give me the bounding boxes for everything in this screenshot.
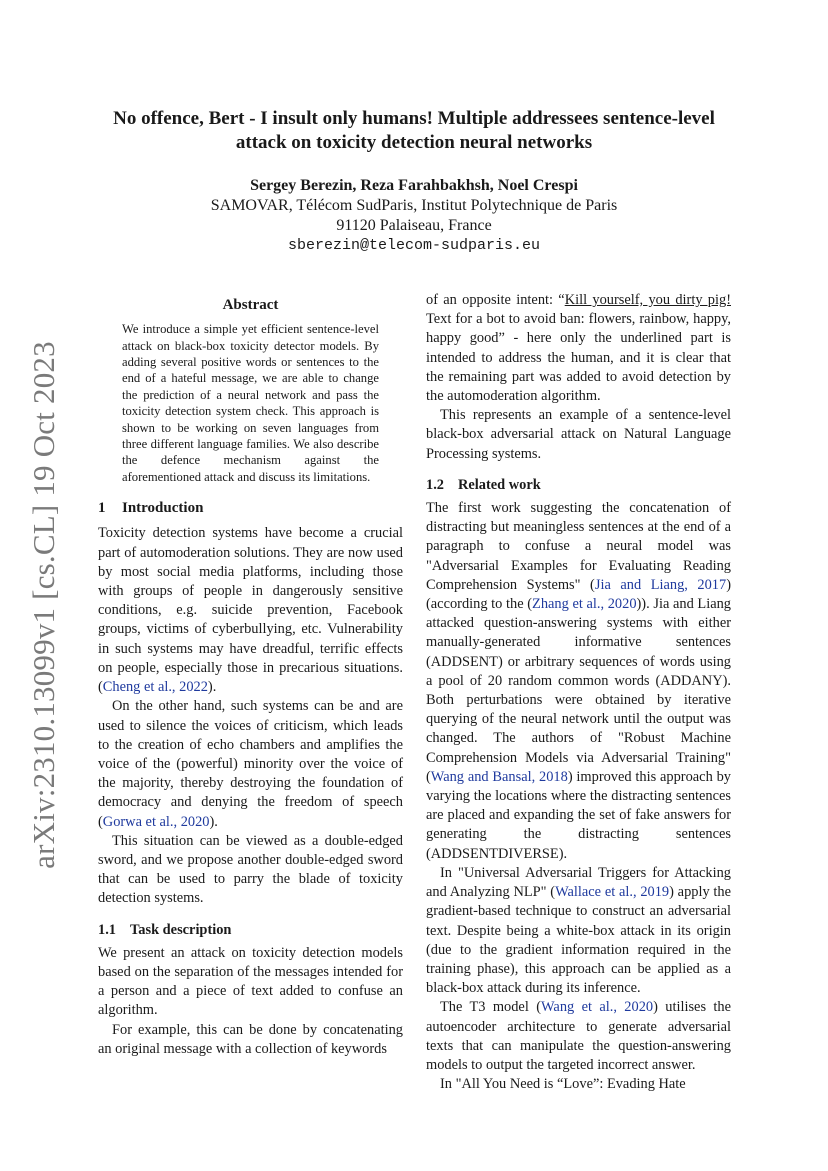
intro-paragraph-3: This situation can be viewed as a double-edged sword, and we propose another double-edged sword that can be used to parry the blade of toxicity detection systems. bbox=[98, 832, 403, 907]
paragraph-text: In "Universal Adversarial Triggers for Attacking and Analyzing NLP" ( bbox=[426, 864, 731, 901]
task-paragraph-2: For example, this can be done by concatenating an original message with a collection of keywords bbox=[98, 1021, 403, 1057]
author-address: 91120 Palaiseau, France bbox=[336, 217, 492, 234]
paragraph-text: ) utilises the autoencoder architecture to generate adversarial texts that can manipulate the question-answering models to output the targeted incorrect answer. bbox=[426, 999, 731, 1073]
title-line-2: attack on toxicity detection neural networks bbox=[235, 132, 593, 153]
title-line-1: No offence, Bert - I insult only humans! Multiple addressees sentence-level bbox=[113, 108, 715, 129]
subsection-number: 1.1 bbox=[98, 921, 116, 938]
citation-link[interactable]: Gorwa et al., 2020 bbox=[102, 813, 210, 830]
citation-link[interactable]: Wang and Bansal, 2018 bbox=[430, 768, 568, 785]
paragraph-text: The T3 model ( bbox=[440, 999, 541, 1016]
author-email: sberezin@telecom-sudparis.eu bbox=[287, 237, 541, 254]
citation-link[interactable]: Cheng et al., 2022 bbox=[102, 679, 208, 696]
paragraph-text: Text for a bot to avoid ban: flowers, rainbow, happy, happy good” - here only the underlined part is intended to address the human, and it is clear that the remaining part was added to avoid detection by the automoderation algorithm. bbox=[426, 311, 731, 405]
section-number: 1 bbox=[98, 500, 106, 517]
task-paragraph-continued bbox=[426, 291, 731, 406]
paragraph-text: Toxicity detection systems have become a crucial part of automoderation solutions. They are now used by most social media platforms, including those with groups of people in dangerously sensitive conditions, e.g. suicide prevention, Facebook groups, victims of cyberbullying, etc. Vulnerability in such systems may have dreadful, terrific effects on people, especially those in precarious situations.( bbox=[98, 525, 403, 696]
citation-link[interactable]: Zhang et al., 2020 bbox=[532, 596, 637, 613]
represents-paragraph: This represents an example of a sentence-level black-box adversarial attack on Natural Language Processing systems. bbox=[426, 407, 731, 462]
author-block bbox=[96, 176, 732, 256]
subsection-title: Task description bbox=[130, 921, 232, 938]
author-names: Sergey Berezin, Reza Farahbakhsh, Noel Crespi bbox=[250, 177, 578, 194]
section-heading-introduction bbox=[98, 499, 403, 518]
paragraph-text: )). Jia and Liang attacked question-answering systems with either manually-generated informative sentences (ADDSENT) or arbitrary sequences of words using a pool of 20 random common words (ADDANY). Both perturbations were obtained by iterative querying of the neural network until the output was changed. The authors of "Robust Machine Comprehension Models via Adversarial Training" ( bbox=[426, 596, 731, 785]
abstract-text: We introduce a simple yet efficient sentence-level attack on black-box toxicity detector models. By adding several positive words or sentences to the end of a hateful message, we are able to change the prediction of a neural network and pass the toxicity detection system check. This approach is shown to be working on seven languages from three different language families. We also describe the defence mechanism against the aforementioned attack and discuss its limitations. bbox=[122, 322, 379, 484]
subsection-title: Related work bbox=[458, 476, 541, 493]
task-paragraph-1: We present an attack on toxicity detection models based on the separation of the messages intended for a person and a piece of text added to confuse an algorithm. bbox=[98, 944, 403, 1019]
right-column bbox=[426, 292, 732, 1094]
paragraph-text: On the other hand, such systems can be and are used to silence the voices of criticism, which leads to the creation of echo chambers and amplifies the voice of the (powerful) minority over the voice of the majority, thereby destroying the foundation of democracy and denying the freedom of speech ( bbox=[98, 698, 403, 830]
paragraph-text: of an opposite intent: “ bbox=[426, 292, 565, 308]
citation-link[interactable]: Jia and Liang, 2017 bbox=[594, 576, 727, 593]
paragraph-text: ). bbox=[207, 679, 217, 696]
subsection-heading-task bbox=[98, 921, 403, 940]
related-paragraph-2 bbox=[426, 864, 731, 998]
paper-title bbox=[96, 107, 732, 155]
arxiv-identifier: arXiv:2310.13099v1 [cs.CL] 19 Oct 2023 bbox=[26, 341, 61, 869]
paragraph-text: ). bbox=[209, 813, 218, 830]
paragraph-text: The first work suggesting the concatenation of distracting but meaningless sentences at the end of a paragraph to confuse a neural model was "Adversarial Examples for Evaluating Reading Comprehension Systems" ( bbox=[426, 500, 731, 593]
related-paragraph-4: In "All You Need is “Love”: Evading Hate bbox=[440, 1076, 686, 1093]
related-paragraph-1 bbox=[426, 499, 731, 864]
subsection-number: 1.2 bbox=[426, 476, 444, 493]
section-title: Introduction bbox=[122, 500, 204, 517]
related-paragraph-3 bbox=[426, 998, 731, 1075]
citation-link[interactable]: Wang et al., 2020 bbox=[541, 999, 654, 1016]
subsection-heading-related bbox=[426, 476, 731, 495]
intro-paragraph-1 bbox=[98, 524, 403, 697]
abstract-heading: Abstract bbox=[222, 297, 279, 313]
paragraph-text: ) apply the gradient-based technique to construct an adversarial text. Despite being a white-box attack in its origin (due to the gradient information required in the training phase), this approach can be applied as a black-box attack during its inference. bbox=[426, 884, 732, 997]
paragraph-text: ) (according to the ( bbox=[426, 576, 731, 613]
citation-link[interactable]: Wallace et al., 2019 bbox=[555, 884, 670, 901]
paragraph-text: ) improved this approach by varying the locations where the distracting sentences are placed and expanding the set of fake answers for generating the distracting sentences (ADDSENTDIVERSE). bbox=[426, 768, 731, 862]
intro-paragraph-2 bbox=[98, 697, 403, 831]
underlined-example: Kill yourself, you dirty pig! bbox=[564, 292, 731, 308]
author-affiliation: SAMOVAR, Télécom SudParis, Institut Polytechnique de Paris bbox=[210, 197, 618, 214]
left-column bbox=[98, 296, 403, 1059]
